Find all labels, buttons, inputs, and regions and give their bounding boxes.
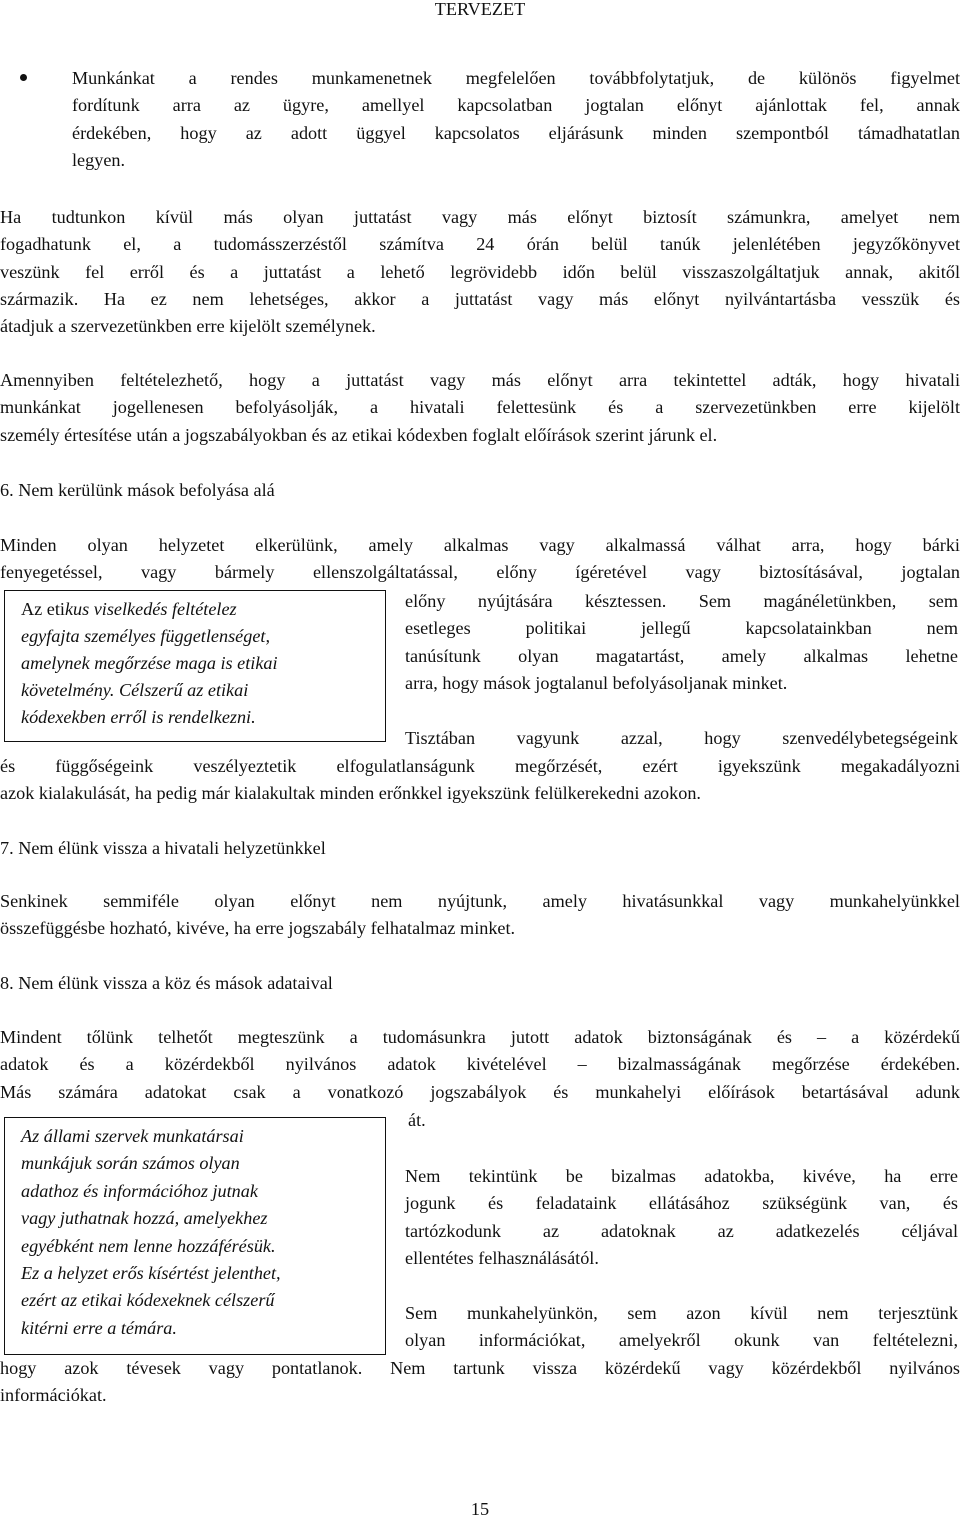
text-line: Ha tudtunkon kívül más olyan juttatást vagy más előnyt biztosít számunkra, amelyet nem — [0, 207, 960, 227]
sidebox-text: Az állami szervek munkatársai — [21, 1126, 244, 1146]
section-8-heading: 8. Nem élünk vissza a köz és mások adataival — [0, 973, 333, 993]
text-line: érdekében, hogy az adott üggyel kapcsolatos eljárásunk minden szempontból támadhatatlan — [72, 122, 960, 143]
bullet-paragraph — [72, 65, 960, 174]
text-line: Mindent tőlünk telhetőt megteszünk a tudomásunkra jutott adatok biztonságának és – a közérdekű — [0, 1027, 960, 1047]
text-line: azok kialakulását, ha pedig már kialakultak minden erőnkkel igyekszünk felülkerekedni azokon. — [0, 783, 701, 804]
text-line: ellentétes felhasználásától. — [405, 1247, 599, 1268]
section-8-right-column-2 — [405, 1300, 958, 1355]
section-6-right-column-2: Tisztában vagyunk azzal, hogy szenvedélybetegségeink — [405, 728, 958, 748]
text-line: munkánkat jogellenesen befolyásolják, a hivatali felettesünk és a szervezetünkben erre kijelölt — [0, 397, 960, 418]
sidebox-text: adathoz és információhoz jutnak — [21, 1180, 258, 1201]
sidebox-text: ezért az etikai kódexeknek célszerű — [21, 1290, 275, 1311]
section-6-after — [0, 753, 960, 808]
page-number: 15 — [470, 1499, 490, 1519]
text-line: Munkánkat a rendes munkamenetnek megfelelően továbbfolytatjuk, de különös figyelmet — [72, 68, 960, 88]
sidebox-data-access — [4, 1117, 386, 1355]
paragraph-influence — [0, 367, 960, 449]
text-line: Nem tekintünk be bizalmas adatokba, kivéve, ha erre — [405, 1166, 958, 1186]
text-line: személy értesítése után a jogszabályokban és az etikai kódexben foglalt előírások szerint járunk el. — [0, 424, 718, 445]
text-line: jogunk és feladataink ellátásához szükségünk van, és — [405, 1193, 958, 1214]
sidebox-text: egyébként nem lenne hozzáférésük. — [21, 1235, 276, 1256]
text-line: Sem munkahelyünkön, sem azon kívül nem terjesztünk — [405, 1303, 958, 1323]
paragraph-gift-handling — [0, 204, 960, 340]
section-8-right-column — [405, 1163, 958, 1272]
section-6-heading: 6. Nem kerülünk mások befolyása alá — [0, 480, 275, 500]
text-line: fordítunk arra az ügyre, amellyel kapcsolatban jogtalan előnyt ajánlottak fel, annak — [72, 95, 960, 116]
section-7-body — [0, 888, 960, 943]
text-line: esetleges politikai jellegű kapcsolatainkban nem — [405, 618, 958, 639]
sidebox-text: Ez a helyzet erős kísértést jelenthet, — [21, 1263, 281, 1284]
text-line: tartózkodunk az adatoknak az adatkezelés céljával — [405, 1220, 958, 1241]
text-line: összefüggésbe hozható, kivéve, ha erre jogszabály felhatalmaz minket. — [0, 918, 516, 939]
text-line: származik. Ha ez nem lehetséges, akkor a juttatást vagy más előnyt nyilvántartásba vesszük és — [0, 288, 960, 309]
sidebox-independence — [4, 590, 386, 742]
text-line: fenyegetéssel, vagy bármely ellenszolgáltatással, előny ígéretével vagy biztosításával, jogtalan — [0, 562, 960, 583]
text-line: Senkinek semmiféle olyan előnyt nem nyújtunk, amely hivatásunkkal vagy munkahelyünkkel — [0, 891, 960, 911]
text-line: fogadhatunk el, a tudomásszerzéstől számítva 24 órán belül tanúk jelenlétében jegyzőkönyvet — [0, 234, 960, 255]
text-line: átadjuk a szervezetünkben erre kijelölt személynek. — [0, 316, 376, 337]
text-line: adatok és a közérdekből nyilvános adatok kivételével – bizalmasságának megőrzése érdekében. — [0, 1054, 960, 1075]
text-line: veszünk fel erről és a juttatást a lehető legrövidebb időn belül visszaszolgáltatjuk annak, akitől — [0, 261, 960, 282]
text-line: hogy azok tévesek vagy pontatlanok. Nem tartunk vissza közérdekű vagy közérdekből nyilvános — [0, 1358, 960, 1378]
text-line: előny nyújtására késztessen. Sem magánéletünkben, sem — [405, 591, 958, 611]
sidebox-text: Az eti — [21, 599, 65, 619]
text-line: Minden olyan helyzetet elkerülünk, amely alkalmas vagy alkalmassá válhat arra, hogy bárki — [0, 535, 960, 555]
text-line: Amennyiben feltételezhető, hogy a juttatást vagy más előnyt arra tekintettel adták, hogy hivatali — [0, 370, 960, 390]
section-8-intro — [0, 1024, 960, 1106]
sidebox-text: kitérni erre a témára. — [21, 1317, 177, 1338]
text-line: arra, hogy mások jogtalanul befolyásoljanak minket. — [405, 672, 788, 693]
sidebox-text: követelmény. Célszerű az etikai — [21, 680, 249, 700]
text-line: tanúsítunk olyan magatartást, amely alkalmas lehetne — [405, 645, 958, 666]
text-line: legyen. — [72, 149, 126, 170]
section-8-intro-end: át. — [408, 1110, 426, 1130]
sidebox-text: kódexekben erről is rendelkezni. — [21, 707, 256, 727]
section-6-intro — [0, 532, 960, 587]
text-line: információkat. — [0, 1385, 107, 1406]
sidebox-text: amelynek megőrzése maga is etikai — [21, 653, 278, 673]
text-line: olyan információkat, amelyekről okunk van feltételezni, — [405, 1330, 958, 1351]
section-6-right-column — [405, 588, 958, 697]
section-8-after — [0, 1355, 960, 1410]
bullet-icon — [20, 74, 27, 81]
sidebox-text: vagy juthatnak hozzá, amelyekhez — [21, 1208, 268, 1229]
sidebox-text: egyfajta személyes függetlenséget, — [21, 626, 270, 646]
page-header: TERVEZET — [434, 0, 526, 19]
text-line: Más számára adatokat csak a vonatkozó jogszabályok és munkahelyi előírások betartásával adunk — [0, 1081, 960, 1102]
sidebox-text: kus viselkedés feltételez — [64, 599, 237, 619]
sidebox-text: munkájuk során számos olyan — [21, 1153, 240, 1174]
section-7-heading: 7. Nem élünk vissza a hivatali helyzetünkkel — [0, 838, 326, 858]
text-line: és függőségeink veszélyeztetik elfogulatlanságunk megőrzését, ezért igyekszünk megakadályozni — [0, 756, 960, 776]
